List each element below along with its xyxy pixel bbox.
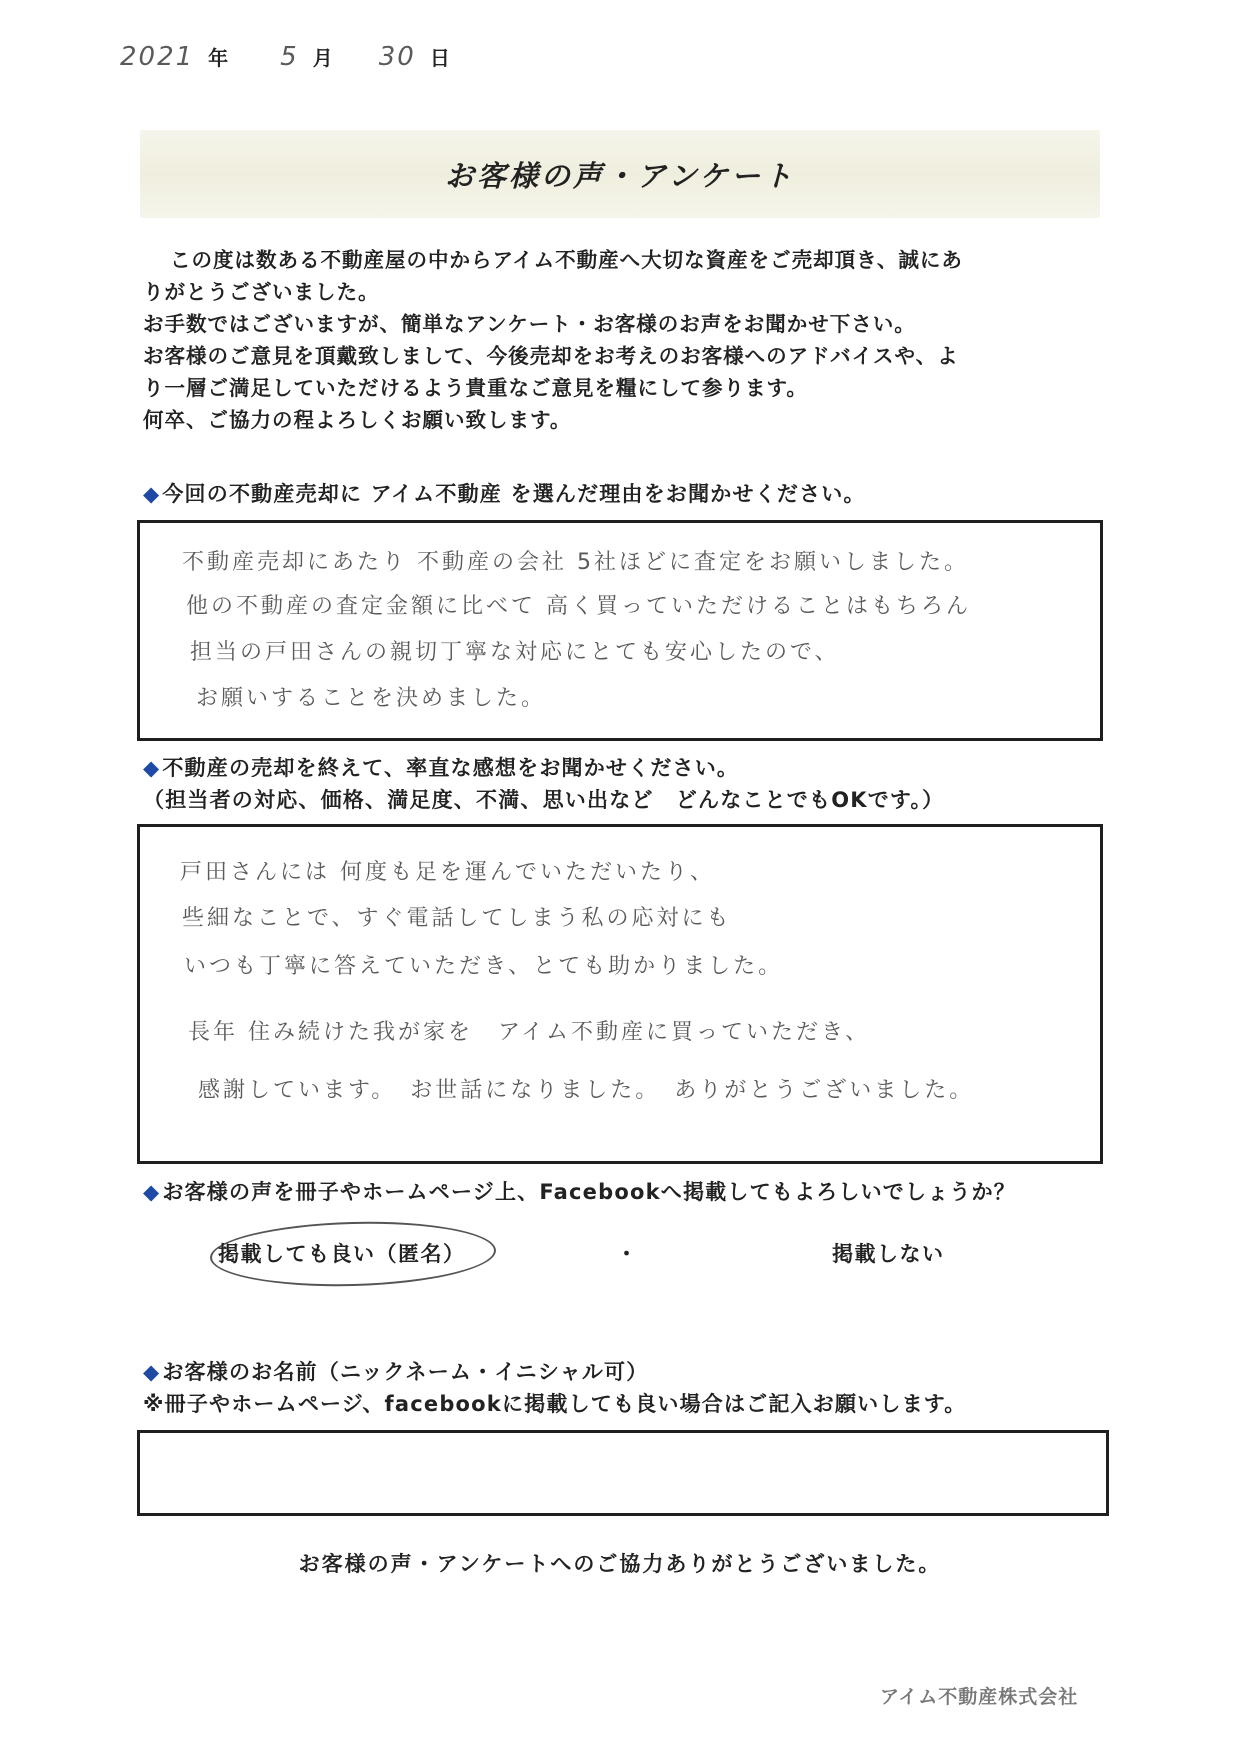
title-band	[140, 130, 1100, 218]
q4-note: ※冊子やホームページ、facebookに掲載しても良い場合はご記入お願いします。	[143, 1392, 967, 1416]
q2-answer-line: 些細なことで、すぐ電話してしまう私の応対にも	[182, 906, 732, 931]
q2-answer-box[interactable]	[137, 824, 1103, 1164]
date-line	[120, 42, 450, 82]
option-separator: ・	[616, 1242, 639, 1266]
q2-heading-text: 不動産の売却を終えて、率直な感想をお聞かせください。	[162, 756, 740, 780]
intro-line: り一層ご満足していただけるよう貴重なご意見を糧にして参ります。	[143, 376, 808, 400]
q1-heading-text: 今回の不動産売却に アイム不動産 を選んだ理由をお聞かせください。	[162, 482, 866, 506]
q2-answer-line: 戸田さんには 何度も足を運んでいただいたり、	[180, 860, 715, 885]
footer-thanks: お客様の声・アンケートへのご協力ありがとうございました。	[298, 1552, 942, 1576]
q4-heading-text: お客様のお名前（ニックネーム・イニシャル可）	[162, 1360, 649, 1384]
date-month: 5	[280, 42, 299, 72]
q3-heading-text: お客様の声を冊子やホームページ上、Facebookへ掲載してもよろしいでしょうか？	[162, 1180, 1016, 1204]
q3-heading	[143, 1176, 1016, 1206]
diamond-icon: ◆	[143, 1360, 161, 1384]
date-month-label: 月	[312, 46, 333, 70]
date-day: 30	[378, 42, 416, 72]
intro-line: お手数ではございますが、簡単なアンケート・お客様のお声をお聞かせ下さい。	[143, 312, 916, 336]
company-name: アイム不動産株式会社	[880, 1686, 1079, 1708]
q1-answer-line: 不動産売却にあたり 不動産の会社 5社ほどに査定をお願いしました。	[182, 550, 969, 575]
q2-answer-line: 長年 住み続けた我が家を アイム不動産に買っていただき、	[188, 1020, 871, 1045]
q2-answer-line: 感謝しています。 お世話になりました。 ありがとうございました。	[198, 1078, 975, 1103]
diamond-icon: ◆	[143, 1180, 161, 1204]
date-year: 2021	[120, 42, 195, 72]
q2-heading	[143, 752, 739, 782]
q1-answer-line: お願いすることを決めました。	[196, 686, 547, 711]
option-do-not-publish[interactable]: 掲載しない	[832, 1242, 945, 1266]
intro-line: この度は数ある不動産屋の中からアイム不動産へ大切な資産をご売却頂き、誠にあ	[170, 248, 963, 272]
diamond-icon: ◆	[143, 756, 161, 780]
q2-subheading: （担当者の対応、価格、満足度、不満、思い出など どんなことでもOKです。）	[143, 788, 945, 812]
intro-line: りがとうございました。	[143, 280, 380, 304]
intro-line: 何卒、ご協力の程よろしくお願い致します。	[143, 408, 572, 432]
q4-heading	[143, 1356, 648, 1386]
option-publish-anonymous[interactable]: 掲載しても良い（匿名）	[218, 1242, 466, 1266]
diamond-icon: ◆	[143, 482, 161, 506]
date-day-label: 日	[429, 46, 450, 70]
q2-answer-line: いつも丁寧に答えていただき、とても助かりました。	[184, 954, 784, 979]
intro-line: お客様のご意見を頂戴致しまして、今後売却をお考えのお客様へのアドバイスや、よ	[143, 344, 959, 368]
q1-answer-line: 他の不動産の査定金額に比べて 高く買っていただけることはもちろん	[186, 594, 971, 619]
q1-heading	[143, 478, 866, 508]
page-title: お客様の声・アンケート	[444, 158, 796, 193]
q1-answer-line: 担当の戸田さんの親切丁寧な対応にとても安心したので、	[190, 640, 840, 665]
q1-answer-box[interactable]	[137, 520, 1103, 741]
date-year-label: 年	[208, 46, 229, 70]
intro-text	[143, 244, 1103, 436]
customer-name-field[interactable]	[137, 1430, 1109, 1516]
